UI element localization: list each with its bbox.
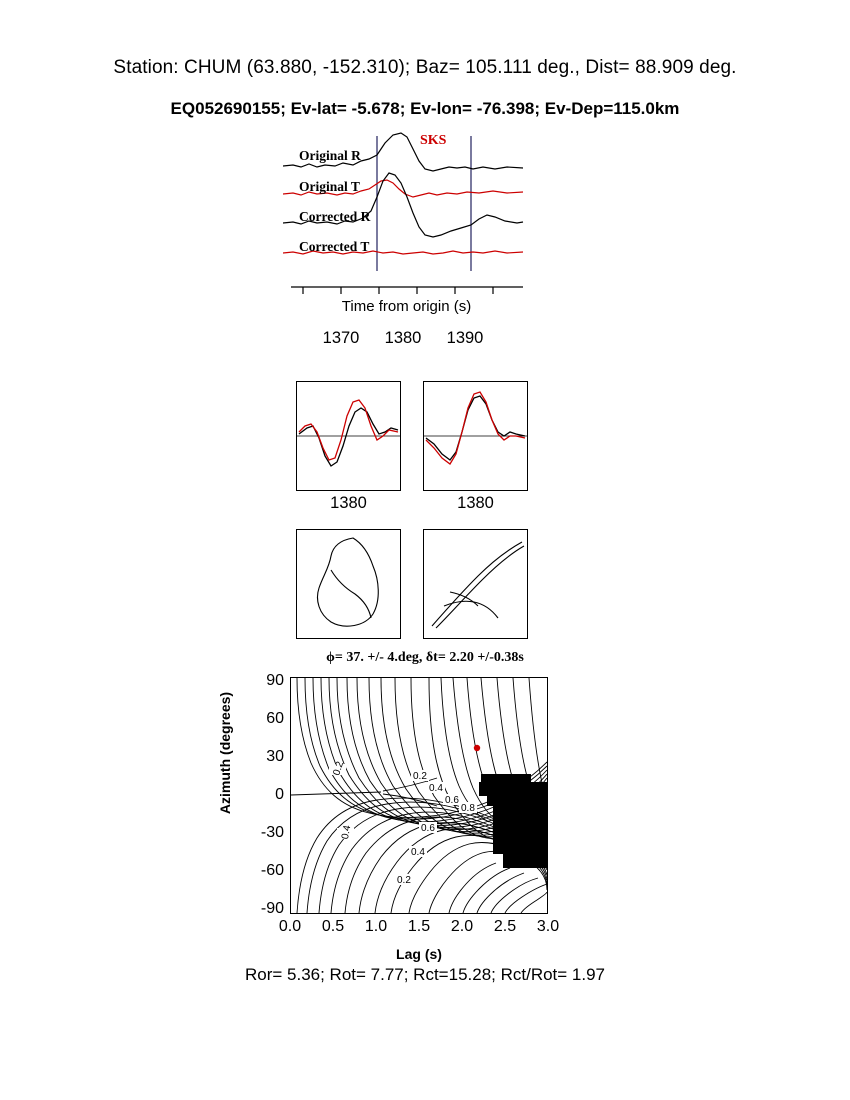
trace-label-original-r: Original R bbox=[299, 148, 361, 163]
contour-plot-area bbox=[290, 677, 548, 914]
event-info-line: EQ052690155; Ev-lat= -5.678; Ev-lon= -76.398; Ev-Dep=115.0km bbox=[170, 99, 680, 118]
trace-label-corrected-t: Corrected T bbox=[299, 239, 370, 254]
contour-ylabel: Azimuth (degrees) bbox=[217, 691, 233, 815]
xtick-2.5: 2.5 bbox=[493, 918, 517, 935]
mini-tick-right-1380: 1380 bbox=[457, 494, 494, 512]
windowed-panels bbox=[296, 381, 528, 641]
xtick-2.0: 2.0 bbox=[450, 918, 474, 935]
ytick-30: 30 bbox=[266, 748, 284, 765]
ytick-90: 90 bbox=[266, 672, 284, 689]
footer-statistics: Ror= 5.36; Rot= 7.77; Rct=15.28; Rct/Rot= 1.97 bbox=[244, 965, 606, 984]
contour-lines bbox=[291, 678, 547, 913]
xtick-0.0: 0.0 bbox=[278, 918, 302, 935]
contour-label-0.2-b: 0.2 bbox=[413, 771, 427, 782]
error-surface-panel bbox=[200, 650, 650, 970]
time-tick-1380: 1380 bbox=[384, 329, 422, 347]
contour-xlabel: Lag (s) bbox=[396, 946, 442, 962]
mini-tick-left-1380: 1380 bbox=[330, 494, 367, 512]
uncorrected-window-plot bbox=[296, 381, 401, 491]
trace-label-corrected-r: Corrected R bbox=[299, 209, 371, 224]
time-axis-label: Time from origin (s) bbox=[341, 298, 472, 315]
splitting-parameters-title: ϕ= 37. +/- 4.deg, δt= 2.20 +/-0.38s bbox=[326, 650, 524, 665]
contour-label-0.2-a: 0.2 bbox=[331, 760, 347, 777]
contour-label-0.2-c: 0.2 bbox=[397, 875, 411, 886]
time-tick-1390: 1390 bbox=[446, 329, 484, 347]
particle-motion-uncorrected bbox=[296, 529, 401, 639]
xtick-1.0: 1.0 bbox=[364, 918, 388, 935]
ytick-0: 0 bbox=[275, 786, 284, 803]
waveform-panel bbox=[283, 131, 530, 356]
station-info-line: Station: CHUM (63.880, -152.310); Baz= 105.111 deg., Dist= 88.909 deg. bbox=[113, 57, 737, 78]
trace-label-original-t: Original T bbox=[299, 179, 360, 194]
contour-label-0.4-a: 0.4 bbox=[340, 824, 354, 841]
ytick-60: 60 bbox=[266, 710, 284, 727]
corrected-window-plot bbox=[423, 381, 528, 491]
time-tick-1370: 1370 bbox=[322, 329, 360, 347]
particle-motion-corrected bbox=[423, 529, 528, 639]
contour-label-0.4-c: 0.4 bbox=[411, 847, 425, 858]
xtick-3.0: 3.0 bbox=[536, 918, 560, 935]
xtick-1.5: 1.5 bbox=[407, 918, 431, 935]
best-fit-marker bbox=[474, 745, 480, 751]
contour-label-0.6-b: 0.6 bbox=[421, 823, 435, 834]
ytick-m90: -90 bbox=[260, 900, 284, 917]
ytick-m30: -30 bbox=[260, 824, 284, 841]
contour-label-0.4-b: 0.4 bbox=[429, 783, 443, 794]
ytick-m60: -60 bbox=[260, 862, 284, 879]
xtick-0.5: 0.5 bbox=[321, 918, 345, 935]
contour-label-0.6-a: 0.6 bbox=[445, 795, 459, 806]
sks-phase-label: SKS bbox=[420, 133, 447, 148]
contour-label-0.8-a: 0.8 bbox=[461, 803, 475, 814]
